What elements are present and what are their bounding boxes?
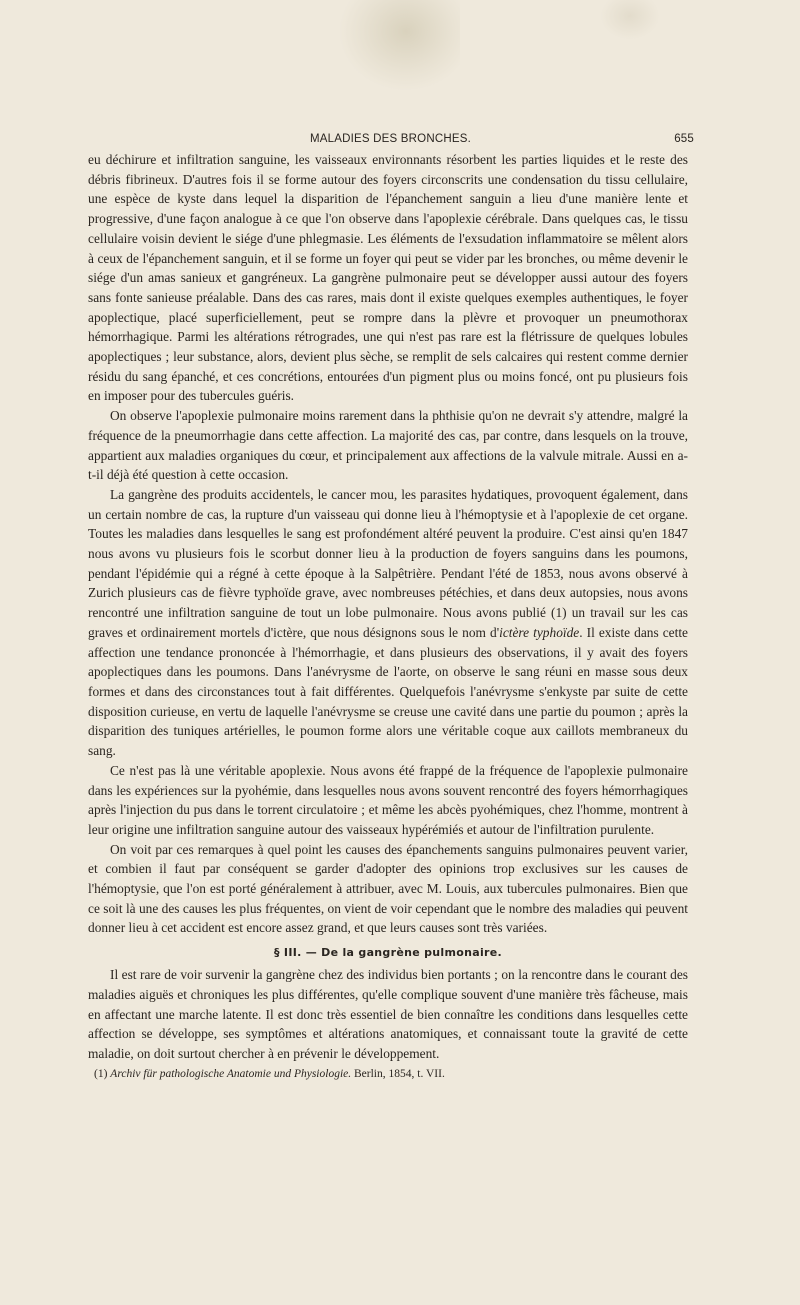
- running-title: MALADIES DES BRONCHES.: [310, 133, 471, 145]
- paragraph-5: On voit par ces remarques à quel point les causes des épanchements sanguins pulmonaires peuvent varier, et combien il faut par conséquent se garder d'adopter des opinions trop exclusives sur les causes de l'hémoptysie, que l'on est porté généralement à attribuer, avec M. Louis, aux tubercules pulmonaires. Bien que ce soit là une des causes les plus fréquentes, on vient de voir cependant que le nombre des maladies qui peuvent donner lieu à cet accident est encore assez grand, et que leurs causes sont très variées.: [88, 841, 688, 936]
- paper-stain-small: [600, 0, 660, 40]
- footnote: [88, 1067, 688, 1082]
- book-page: [88, 130, 694, 1082]
- footnote-journal: Archiv für pathologische Anatomie und Physiologie.: [110, 1067, 352, 1080]
- section-paragraph: Il est rare de voir survenir la gangrène chez des individus bien portants ; on la rencontre dans le courant des maladies aiguës et chroniques les plus différentes, qu'elle complique souvent d'une manière très fâcheuse, mais en affectant une marche latente. Il est donc très essentiel de bien connaître les conditions dans lesquelles cette affection se développe, ses symptômes et altérations anatomiques, et connaissant toute la gravité de cette maladie, on doit surtout chercher à en prévenir le développement.: [88, 967, 688, 1061]
- footnote-details: Berlin, 1854, t. VII.: [351, 1067, 445, 1080]
- paragraph-3: [88, 485, 688, 761]
- running-head: [88, 130, 694, 150]
- paper-stain: [340, 0, 460, 90]
- paragraph-3-part-2: . Il existe dans cette affection une tendance prononcée à l'hémorrhagie, et dans plusieurs des observations, il y avait des foyers apoplectiques dans les poumons. Dans l'anévrysme de l'aorte, on observe le sang réuni en masse sous deux formes et dans des circonstances tout à fait différentes. Quelquefois l'anévrysme s'enkyste par suite de cette disposition curieuse, en vertu de laquelle l'anévrysme se creuse une cavité dans une partie du poumon ; après la disparition des tuniques artérielles, le poumon forme alors une véritable coque aux caillots membraneux du sang.: [88, 624, 688, 759]
- body-text: [88, 150, 688, 1064]
- footnote-marker: (1): [94, 1067, 108, 1080]
- paragraph-1: eu déchirure et infiltration sanguine, les vaisseaux environnants résorbent les parties liquides et le reste des débris fibrineux. D'autres fois il se forme autour des foyers circonscrits une condensation du tissu cellulaire, une espèce de kyste dans lequel la disparition de l'épanchement sanguin a lieu d'une manière lente et progressive, d'une façon analogue à ce que l'on observe dans l'apoplexie cérébrale. Dans quelques cas, le tissu cellulaire voisin devient le siége d'une phlegmasie. Les éléments de l'exsudation inflammatoire se mêlent alors à ceux de l'épanchement sanguin, et il se forme un foyer qui peut se vider par les bronches, ou même devenir le siége d'un amas sanieux et gangréneux. La gangrène pulmonaire peut se développer aussi autour des foyers sans fonte sanieuse préalable. Dans des cas rares, mais dont il existe quelques exemples authentiques, le foyer apoplectique, placé superficiellement, peut se rompre dans la plèvre et provoquer un pneumothorax hémorrhagique. Parmi les altérations rétrogrades, une qui n'est pas rare est la flétrissure de quelques lobules apoplectiques ; leur substance, alors, devient plus sèche, se remplit de sels calcaires qui restent comme dernier résidu du sang épanché, et ces concrétions, entourées d'un pigment plus ou moins foncé, ont pu plusieurs fois en imposer pour des tubercules guéris.: [88, 152, 688, 404]
- italic-term: ictère typhoïde: [499, 624, 580, 640]
- paragraph-4: Ce n'est pas là une véritable apoplexie. Nous avons été frappé de la fréquence de l'apoplexie pulmonaire dans les expériences sur la pyohémie, dans lesquelles nous avons souvent rencontré des foyers hémorrhagiques après l'injection du pus dans le torrent circulatoire ; et même les abcès pyohémiques, chez l'homme, montrent à leur origine une infiltration sanguine autour des vaisseaux hypérémiés et autour de l'infiltration purulente.: [88, 762, 688, 837]
- section-heading: § III. — De la gangrène pulmonaire.: [274, 946, 502, 960]
- paragraph-2: On observe l'apoplexie pulmonaire moins rarement dans la phthisie qu'on ne devrait s'y attendre, malgré la fréquence de la pneumorrhagie dans cette affection. La majorité des cas, par contre, dans lesquels on la trouve, appartient aux maladies organiques du cœur, et principalement aux affections de la valvule mitrale. Aussi en a-t-il déjà été question à cette occasion.: [88, 408, 688, 483]
- paragraph-3-part-1: La gangrène des produits accidentels, le cancer mou, les parasites hydatiques, provoquent également, dans un certain nombre de cas, la rupture d'un vaisseau qui donne lieu à l'hémoptysie et à l'apoplexie de cet organe. Toutes les maladies dans lesquelles le sang est profondément altéré peuvent la produire. C'est ainsi qu'en 1847 nous avons vu plusieurs fois le scorbut donner lieu à la production de foyers sanguins dans les poumons, pendant l'épidémie qui a régné à cette époque à la Salpêtrière. Pendant l'été de 1853, nous avons observé à Zurich plusieurs cas de fièvre typhoïde grave, avec nombreuses pétéchies, et dans deux autopsies, nous avons rencontré une infiltration sanguine de tout un lobe pulmonaire. Nous avons publié (1) un travail sur les cas graves et ordinairement mortels d'ictère, que nous désignons sous le nom d': [88, 486, 688, 640]
- page-number: 655: [674, 133, 694, 145]
